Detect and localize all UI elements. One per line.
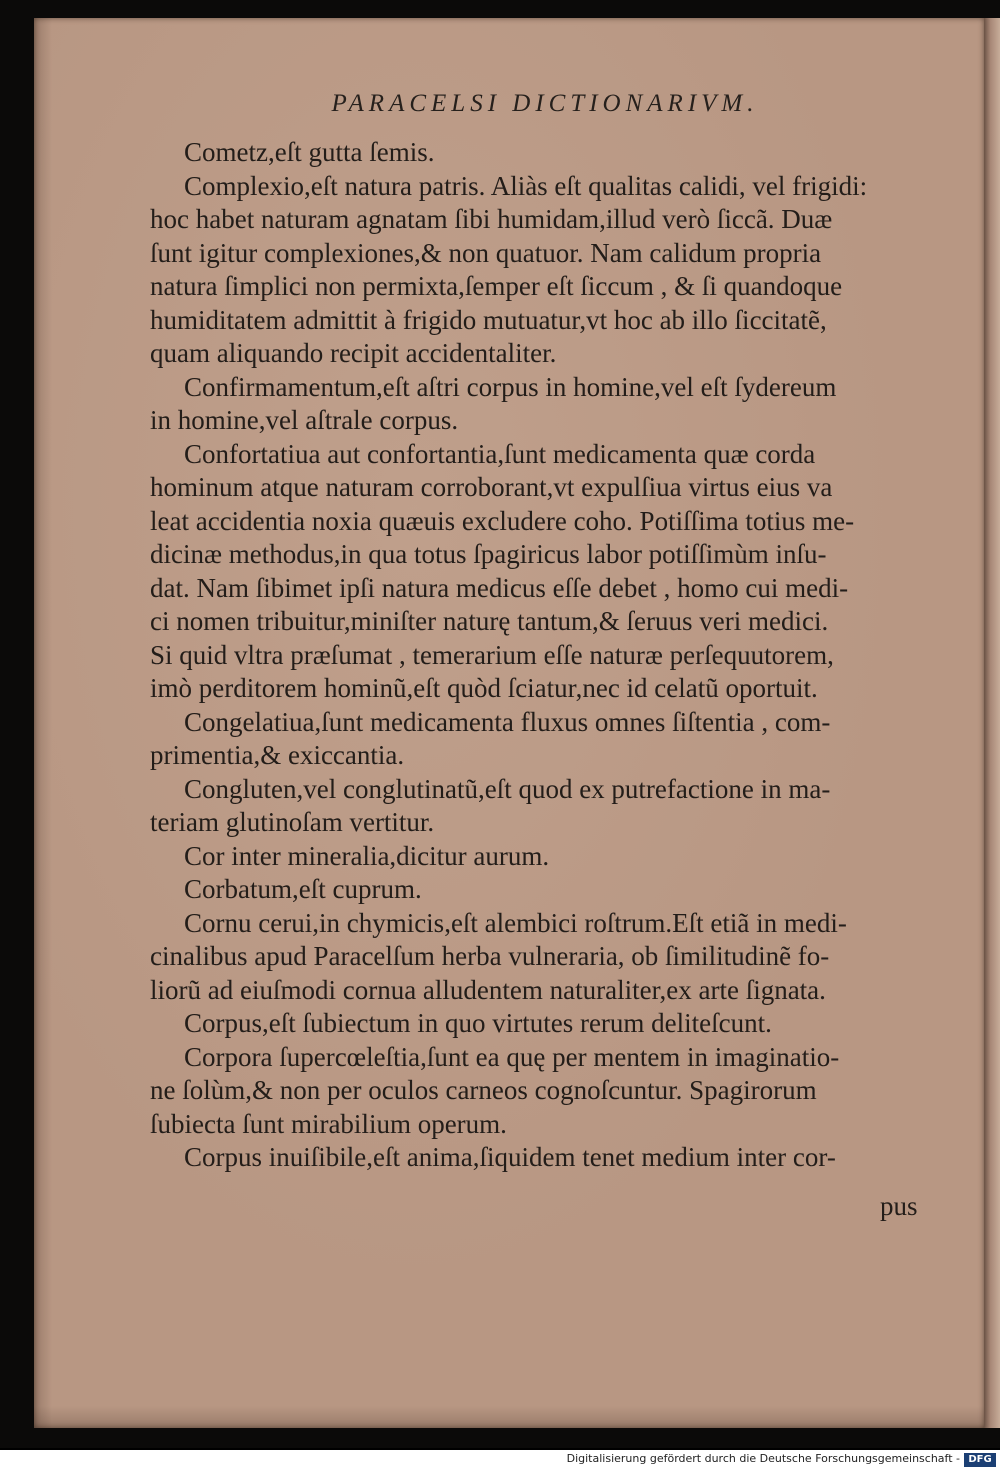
text-line: primentia,& exiccantia. xyxy=(150,740,405,770)
text-line: Confirmamentum,eſt aſtri corpus in homine,vel eſt ſydereum xyxy=(184,371,837,402)
text-line: ne ſolùm,& non per oculos carneos cognoſcuntur. Spagirorum xyxy=(150,1075,817,1105)
text-line: Cornu cerui,in chymicis,eſt alembici roſtrum.Eſt etiã in medi- xyxy=(184,907,847,938)
text-line: hominum atque naturam corroborant,vt expulſiua virtus eius va xyxy=(150,472,833,502)
text-line: dat. Nam ſibimet ipſi natura medicus eſſe debet , homo cui medi- xyxy=(150,572,849,603)
text-line: natura ſimplici non permixta,ſemper eſt ſiccum , & ſi quandoque xyxy=(150,271,843,301)
text-line: Cometz,eſt gutta ſemis. xyxy=(184,137,435,167)
dfg-logo: DFG xyxy=(964,1453,996,1467)
text-line: Corpora ſupercœleſtia,ſunt ea quę per mentem in imaginatio- xyxy=(184,1041,840,1072)
text-line: teriam glutinoſam vertitur. xyxy=(150,807,435,837)
page-edge xyxy=(984,18,1000,1428)
text-line: Corpus inuiſibile,eſt anima,ſiquidem tenet medium inter cor- xyxy=(184,1142,836,1172)
text-line: Cor inter mineralia,dicitur aurum. xyxy=(184,840,550,871)
text-line: quam aliquando recipit accidentaliter. xyxy=(150,338,557,368)
funding-credit: Digitalisierung gefördert durch die Deutsche Forschungsgemeinschaft - xyxy=(566,1452,960,1465)
text-line: leat accidentia noxia quæuis excludere coho. Potiſſima totius me- xyxy=(150,505,855,536)
text-line: imò perditorem hominũ,eſt quòd ſciatur,nec id celatũ oportuit. xyxy=(150,673,818,703)
text-line: Congelatiua,ſunt medicamenta fluxus omnes ſiſtentia , com- xyxy=(184,706,831,737)
text-line: Congluten,vel conglutinatũ,eſt quod ex putrefactione in ma- xyxy=(184,773,831,804)
body-text xyxy=(150,136,936,1175)
digitization-footer xyxy=(0,1450,1000,1470)
text-line: ci nomen tribuitur,miniſter naturę tantum,& ſeruus veri medici. xyxy=(150,606,829,636)
text-line: liorũ ad eiuſmodi cornua alludentem naturaliter,ex arte ſignata. xyxy=(150,974,826,1005)
text-line: humiditatem admittit à frigido mutuatur,vt hoc ab illo ſiccitatẽ, xyxy=(150,304,827,335)
text-line: Corbatum,eſt cuprum. xyxy=(184,874,422,904)
catchword: pus xyxy=(880,1191,918,1221)
text-line: ſubiecta ſunt mirabilium operum. xyxy=(150,1108,507,1139)
text-line: dicinæ methodus,in qua totus ſpagiricus labor potiſſimùm inſu- xyxy=(150,539,827,569)
text-line: Complexio,eſt natura patris. Aliàs eſt qualitas calidi, vel frigidi: xyxy=(184,170,868,201)
text-line: Confortatiua aut confortantia,ſunt medicamenta quæ corda xyxy=(184,438,816,469)
text-line: Corpus,eſt ſubiectum in quo virtutes rerum deliteſcunt. xyxy=(184,1008,772,1038)
text-line: cinalibus apud Paracelſum herba vulneraria, ob ſimilitudinẽ fo- xyxy=(150,941,830,971)
text-line: ſunt igitur complexiones,& non quatuor. Nam calidum propria xyxy=(150,237,822,268)
running-head: PARACELSI DICTIONARIVM. xyxy=(331,90,759,117)
text-line: in homine,vel aſtrale corpus. xyxy=(150,405,459,435)
text-line: Si quid vltra præſumat , temerarium eſſe naturæ perſequutorem, xyxy=(150,639,834,670)
text-line: hoc habet naturam agnatam ſibi humidam,illud verò ſiccã. Duæ xyxy=(150,204,833,234)
